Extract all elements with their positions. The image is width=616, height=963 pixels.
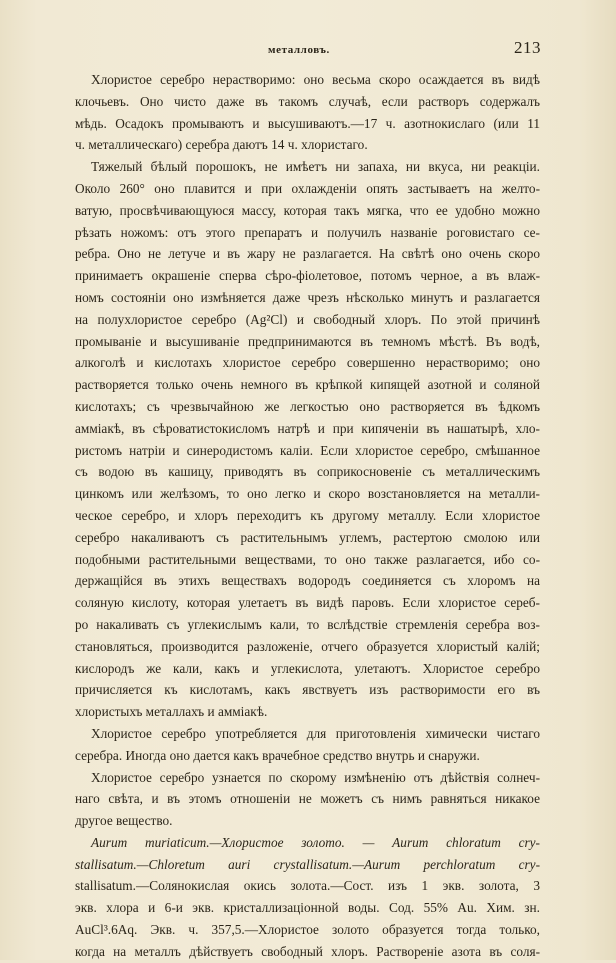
paragraph: [75, 723, 540, 767]
text-line: алкоголѣ и кислотахъ хлористое серебро совершенно нерастворимо; оно: [75, 355, 540, 371]
paragraph: [75, 156, 540, 723]
text-line: растворяется только очень немного въ крѣпкой кипящей азотной и соляной: [75, 377, 540, 393]
text-line: мѣдь. Осадокъ промываютъ и высушиваютъ.—17 ч. азотнокислаго (или 11: [75, 115, 540, 131]
text-line: съ водою въ кашицу, приводятъ въ соприкосновеніе съ металлическимъ: [75, 464, 540, 480]
text-line: клочьевъ. Оно чисто даже въ такомъ случаѣ, если растворъ содержалъ: [75, 93, 540, 109]
text-line: Aurum muriaticum.—Хлористое золото. — Aurum chloratum cry-: [91, 834, 540, 850]
text-line: ро накаливать съ углекислымъ кали, то вслѣдствіе стремленія серебра воз-: [75, 616, 540, 632]
text-line: наго свѣта, и въ этомъ отношеніи не можетъ съ нимъ равняться никакое: [75, 791, 540, 807]
text-line: рѣзать ножомъ: отъ этого препаратъ и получилъ названіе роговистаго се-: [75, 224, 540, 240]
text-line: ребра. Оно не летуче и въ жару не разлагается. На свѣтѣ оно очень скоро: [75, 246, 540, 262]
running-title: металловъ.: [268, 44, 330, 56]
paragraph: [75, 69, 540, 156]
text-line: Хлористое серебро употребляется для приготовленія химически чистаго: [91, 725, 540, 741]
text-line: когда на металлъ дѣйствуетъ свободный хлоръ. Раствореніе азота въ соля-: [75, 943, 540, 959]
text-line: держащійся въ этихъ веществахъ водородъ соединяется съ хлоромъ на: [75, 573, 540, 589]
text-line: ч. металлическаго) серебра даютъ 14 ч. хлористаго.: [75, 137, 368, 153]
text-line: принимаетъ окрашеніе сперва сѣро-фіолетовое, потомъ черное, а въ влаж-: [75, 268, 540, 284]
text-line: ристомъ натріи и синеродистомъ каліи. Если хлористое серебро, смѣшанное: [75, 442, 540, 458]
text-line: цинкомъ или желѣзомъ, то оно легко и скоро возстановляется на металли-: [75, 486, 540, 502]
text-line: хлористыхъ металлахъ и аммiакѣ.: [75, 704, 268, 720]
paragraph-gold-chloride: [75, 832, 540, 963]
text-line: ческое серебро, и хлоръ переходитъ къ другому металлу. Если хлористое: [75, 507, 540, 523]
text-line: stallisatum.—Chloretum auri crystallisatum.—Aurum perchloratum cry-: [75, 856, 540, 872]
text-line: номъ состояніи оно измѣняется даже чрезъ нѣсколько минутъ и разлагается: [75, 289, 540, 305]
text-line: другое вещество.: [75, 813, 173, 829]
text-line: аммiакѣ, въ сѣроватистокисломъ натрѣ и при кипяченіи въ нашатырѣ, хло-: [75, 420, 540, 436]
text-line: AuCl³.6Aq. Экв. ч. 357,5.—Хлористое золото образуется тогда только,: [75, 922, 540, 938]
text-line: Тяжелый бѣлый порошокъ, не имѣетъ ни запаха, ни вкуса, ни реакціи.: [91, 159, 540, 175]
text-line: серебро накаливаютъ съ растительнымъ углемъ, растертою смолою или: [75, 529, 540, 545]
text-line: ватую, просвѣчивающуюся массу, которая такъ мягка, что ее удобно можно: [75, 202, 540, 218]
text-line: Хлористое серебро нерастворимо: оно весьма скоро осаждается въ видѣ: [91, 72, 540, 87]
text-line: промываніе и высушиваніе предпринимаются въ темномъ мѣстѣ. Въ водѣ,: [75, 333, 540, 349]
page-number: 213: [514, 38, 541, 57]
text-line: подобными растительными веществами, то оно также разлагается, ибо со-: [75, 551, 540, 567]
text-line: экв. хлора и 6-и экв. кристаллизаціонной воды. Сод. 55% Au. Хим. зн.: [75, 900, 540, 916]
text-line: Хлористое серебро узнается по скорому измѣненію отъ дѣйствія солнеч-: [91, 769, 540, 785]
text-line: соляную кислоту, которая улетаетъ въ видѣ паровъ. Если хлористое сереб-: [75, 595, 540, 611]
text-line: кислородъ же кали, какъ и углекислота, улетаютъ. Хлористое серебро: [75, 660, 540, 676]
text-line: Около 260° оно плавится и при охлажденіи опять застываетъ на желто-: [75, 180, 540, 196]
text-line: причисляется къ кислотамъ, какъ явствуетъ изъ растворимости его въ: [75, 682, 540, 698]
text-line: становляться, производится разложеніе, отчего образуется хлористый калій;: [75, 638, 540, 654]
text-line: на полухлористое серебро (Ag²Cl) и свободный хлоръ. По этой причинѣ: [75, 311, 540, 327]
page-header: [0, 38, 616, 60]
page-body: [75, 69, 540, 963]
text-line: серебра. Иногда оно дается какъ врачебное средство внутрь и снаружи.: [75, 747, 480, 763]
text-line: stallisatum.—Солянокислая окись золота.—Сост. изъ 1 экв. золота, 3: [75, 878, 540, 894]
paragraph: [75, 767, 540, 832]
text-line: кислотахъ; съ чрезвычайною же легкостью оно растворяется въ ѣдкомъ: [75, 398, 540, 414]
